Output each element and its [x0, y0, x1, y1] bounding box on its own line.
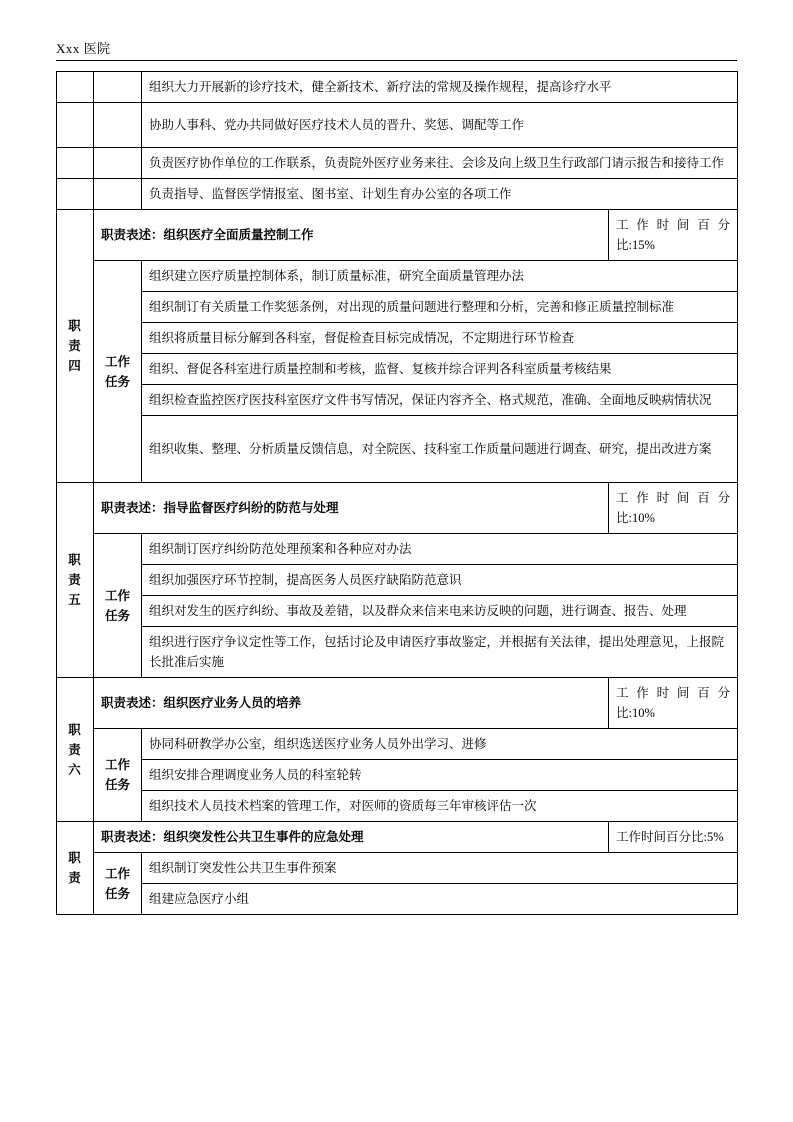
table-row: [57, 416, 738, 483]
page-header: Xxx 医院: [56, 40, 737, 61]
responsibility-description-5: [94, 483, 609, 534]
task-item: 组织大力开展新的诊疗技术，健全新技术、新疗法的常规及操作规程，提高诊疗水平: [142, 72, 738, 103]
time-percent-line2: 比:10%: [616, 706, 655, 720]
row-label-cell-empty: [57, 148, 94, 179]
time-percent-7: [609, 822, 738, 853]
table-row: [57, 261, 738, 292]
desc-label: 职责表述：: [101, 830, 164, 844]
task-item: 组织将质量目标分解到各科室，督促检查目标完成情况，不定期进行环节检查: [142, 323, 738, 354]
section-header-row: [57, 483, 738, 534]
task-item: 负责指导、监督医学情报室、图书室、计划生育办公室的各项工作: [142, 179, 738, 210]
row-label-cell-empty: [57, 179, 94, 210]
task-item: 组织收集、整理、分析质量反馈信息，对全院医、技科室工作质量问题进行调查、研究，提出改进方案: [142, 416, 738, 483]
time-percent-line1: 工作时间百分比:5%: [616, 830, 724, 844]
sub-label-4: [94, 261, 142, 483]
sub-label-text-6: 工作任务: [104, 758, 130, 792]
sub-label-text-4: 工作任务: [104, 354, 130, 389]
table-row: [57, 729, 738, 760]
section-label-7: 职责: [57, 822, 94, 915]
row-label-cell-empty: [57, 103, 94, 148]
desc-label: 职责表述：: [101, 501, 164, 515]
job-responsibility-table: [56, 71, 738, 915]
table-row: [57, 103, 738, 148]
table-row: [57, 72, 738, 103]
section-header-row: [57, 822, 738, 853]
task-item: 组织技术人员技术档案的管理工作，对医师的资质每三年审核评估一次: [142, 791, 738, 822]
table-row: [57, 884, 738, 915]
table-row: [57, 760, 738, 791]
table-row: [57, 627, 738, 678]
responsibility-description-4: [94, 210, 609, 261]
time-percent-line2: 比:15%: [616, 238, 655, 252]
desc-text: 组织医疗业务人员的培养: [163, 696, 302, 710]
sub-label-text-7: 工作任务: [104, 866, 130, 901]
task-item: 组织对发生的医疗纠纷、事故及差错，以及群众来信来电来访反映的问题，进行调查、报告、处理: [142, 596, 738, 627]
table-row: [57, 565, 738, 596]
table-row: [57, 791, 738, 822]
sub-label-cell-empty: [94, 148, 142, 179]
responsibility-description-6: [94, 678, 609, 729]
time-percent-5: [609, 483, 738, 534]
table-row: [57, 292, 738, 323]
task-item: 组织、督促各科室进行质量控制和考核，监督、复核并综合评判各科室质量考核结果: [142, 354, 738, 385]
sub-label-cell-empty: [94, 103, 142, 148]
time-percent-4: [609, 210, 738, 261]
table-row: [57, 385, 738, 416]
time-percent-line1: 工 作 时 间 百 分: [616, 218, 731, 232]
time-percent-6: [609, 678, 738, 729]
sub-label-7: [94, 853, 142, 915]
desc-text: 指导监督医疗纠纷的防范与处理: [163, 501, 339, 515]
row-label-cell-empty: [57, 72, 94, 103]
sub-label-cell-empty: [94, 179, 142, 210]
section-label-6: 职责六: [57, 678, 94, 822]
table-row: [57, 148, 738, 179]
desc-label: 职责表述：: [101, 228, 164, 242]
table-row: [57, 853, 738, 884]
section-label-5: 职责五: [57, 483, 94, 678]
task-item: 组织建立医疗质量控制体系，制订质量标准，研究全面质量管理办法: [142, 261, 738, 292]
sub-label-6: [94, 729, 142, 822]
time-percent-line1: 工 作 时 间 百 分: [616, 491, 731, 505]
task-item: 组织安排合理调度业务人员的科室轮转: [142, 760, 738, 791]
task-item: 协同科研教学办公室，组织选送医疗业务人员外出学习、进修: [142, 729, 738, 760]
desc-label: 职责表述：: [101, 696, 164, 710]
sub-label-5: [94, 534, 142, 678]
table-row: [57, 596, 738, 627]
task-item: 组织制订有关质量工作奖惩条例，对出现的质量问题进行整理和分析，完善和修正质量控制标准: [142, 292, 738, 323]
task-item: 组织进行医疗争议定性等工作，包括讨论及申请医疗事故鉴定，并根据有关法律，提出处理意见，上报院长批准后实施: [142, 627, 738, 678]
table-row: [57, 323, 738, 354]
sub-label-cell-empty: [94, 72, 142, 103]
section-label-4: 职责四: [57, 210, 94, 483]
table-row: [57, 179, 738, 210]
desc-text: 组织突发性公共卫生事件的应急处理: [163, 830, 364, 844]
task-item: 组建应急医疗小组: [142, 884, 738, 915]
sub-label-text-5: 工作任务: [104, 588, 130, 623]
task-item: 协助人事科、党办共同做好医疗技术人员的晋升、奖惩、调配等工作: [142, 103, 738, 148]
table-row: [57, 354, 738, 385]
section-header-row: [57, 210, 738, 261]
time-percent-line2: 比:10%: [616, 511, 655, 525]
time-percent-line1: 工 作 时 间 百 分: [616, 686, 731, 700]
task-item: 组织加强医疗环节控制，提高医务人员医疗缺陷防范意识: [142, 565, 738, 596]
task-item: 负责医疗协作单位的工作联系，负责院外医疗业务来往、会诊及向上级卫生行政部门请示报告和接待工作: [142, 148, 738, 179]
task-item: 组织检查监控医疗医技科室医疗文件书写情况，保证内容齐全、格式规范，准确、全面地反映病情状况: [142, 385, 738, 416]
task-item: 组织制订突发性公共卫生事件预案: [142, 853, 738, 884]
task-item: 组织制订医疗纠纷防范处理预案和各种应对办法: [142, 534, 738, 565]
desc-text: 组织医疗全面质量控制工作: [163, 228, 314, 242]
responsibility-description-7: [94, 822, 609, 853]
table-row: [57, 534, 738, 565]
section-header-row: [57, 678, 738, 729]
